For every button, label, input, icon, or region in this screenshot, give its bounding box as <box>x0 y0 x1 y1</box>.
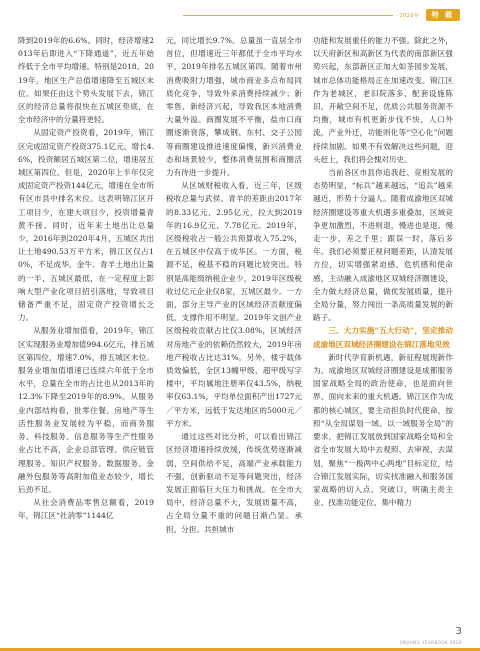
header-small-text: 2020年 <box>399 12 420 19</box>
paragraph: 降到2019年的6.6%。同时，经济增速2013年后即进入“下降通道”，近五年始终低于全市平均增速。特别是2018、2019年，地区生产总值增速降至五城区末位。如果任由这个势头发展下去，锦江区的经济总量将很快在五城区垫底，在全市经济中的分量将更轻。 <box>18 36 154 125</box>
text-column-3 <box>313 34 453 624</box>
section-heading: 三、大力实施“五大行动”，坚定推动成渝地区双城经济圈建设在锦江落地见效 <box>313 326 453 349</box>
paragraph: 从固定资产投资看，2019年，锦江区完成固定资产投资375.1亿元，增长4.6%，投资额居五城区第二位，增速居五城区第四位。但是，2020年上半年仅完成固定资产投资144亿元，增速在全市所有区市县中排名末位。这表明锦江区开工项目少，在建大项目少，投资增量青黄不接。同时，近年来土地出让总量少，2016年到2020年4月，五城区共出让土地490.53万平方米，锦江区仅占10%，不足成华、金牛、青羊土地出让量的一半，五城区最低，在一定程度上影响大型产业化项目招引落地，导致项目储备严重不足，固定资产投资增长乏力。 <box>18 128 154 323</box>
paragraph: 新时代孕育新机遇，新征程展现新作为。成渝地区双城经济圈建设是成都服务国家战略全局的政治使命，也是面向世界、面向未来的重大机遇。锦江区作为成都的核心城区，要主动担负时代使命，按照“从全局谋划一域、以一域服务全局”的要求，把锦江发展放到国家战略全局和全省全市发展大局中去观照、去审视、去谋划，聚焦“一极两中心两地”目标定位，结合锦江发展实际，切实找准融入和服务国家战略的切入点、突破口，明确主责主业、找准功能定位、集中精力 <box>313 352 453 508</box>
paragraph: 从服务业增加值看，2019年，锦江区实现服务业增加值994.6亿元，排五城区第四位，增速7.0%，排五城区末位。服务业增加值增速已连续六年低于全市水平，总量在全市的占比也从2013年的12.3%下降至2019年的8.9%。从服务业内部结构看，批零住餐、房地产等生活性服务业发展较为平稳，而商务服务、科技服务、信息服务等生产性服务业占比不高，企业总部管理、供应链管理服务、知识产权服务、数据服务、金融外包服务等高附加值业态较少，增长后劲不足。 <box>18 326 154 494</box>
running-header <box>183 8 460 22</box>
paragraph: 元，同比增长9.7%。总量虽一直居全市首位，但增速近三年都低于全市平均水平，2019年排名五城区第四。随着市州消费吸附力增强，城市商业多点布局同质化竞争，导致外来消费持续减少；新零售、新经济兴起，导致我区本地消费大量外溢。商圈发展不平衡，盐市口商圈逐渐衰落，攀成钢、东村、交子公园等商圈建设推进速度偏慢，新兴消费业态和场景较少，整体消费氛围和商圈活力有待进一步提升。 <box>166 36 302 178</box>
paragraph: 功能和发展重任的能力不强。除此之外，以天府新区和高新区为代表的南部新区强势兴起，东部新区正加大如茶园步发展，城市总体功能格局正在加速改变。锦江区作为老城区，老旧院落多、配套设施陈旧，开敞空间不足，优质公共服务资源不均衡，城市有机更新步伐不快，人口外流，产业外迁，功能则化等“空心化”问题持续加剧。如果不有效解决这些问题，迎头赶上，我们将会愧对历史。 <box>313 36 453 164</box>
paragraph: 从区域财税收入看，近三年，区级税收总量与武侯、青羊的差距由2017年的8.33亿元、2.95亿元，拉大到2019年的16.9亿元、7.78亿元。2019年，区级税收占一般公共预算收入75.2%，在五城区中仅高于成华区。一方面，税源不足，税基不稳的问题比较突出。特别是高能级纳税企业少，2019年区级税收过亿元企业仅8家，五城区最少。一方面，部分主导产业的区域经济贡献度偏低，支撑作用不明显。2019年文创产业区级税收贡献占比仅3.08%，区域经济对房地产业的依赖仍然较大，2019年房地产税收占比达31%。另外，楼宇载体质效偏低，全区13幢甲级、超甲级写字楼中，平均属地注册率仅43.5%，纳税率仅63.1%，平均单位面积产出1727元／平方米，远低于发达地区的5000元／平方米。 <box>166 181 302 428</box>
page-number: 3 <box>455 626 462 637</box>
paragraph: 从社会消费品零售总额看，2019年，锦江区“社消零”1144亿 <box>18 498 154 521</box>
header-rule <box>183 15 393 16</box>
footer-text: JINJIANG YEARBOOK 2020 <box>399 640 462 645</box>
text-column-2 <box>166 34 302 624</box>
section-label: 特 载 <box>426 9 460 21</box>
paragraph: 当前各区市县你追我赶、竞相发展的态势明显，“标兵”越来越远，“追兵”越来越近，形势十分逼人。随着成渝地区双城经济圈建设等重大机遇多重叠加，区域竞争更加激烈，不进则退，慢进也是退。慢走一步，差之千里；跟误一时，落后多年。我们必须要正视问题差距，认清发展方位，切实增强紧迫感、危机感和使命感，主动融入成渝地区双城经济圈建设，全力做大经济总量，做优发展质量，提升全局分量，努力闯出一条高质量发展的新路子。 <box>313 168 453 323</box>
paragraph: 通过这些对比分析，可以看出锦江区经济增速持续放缓，传统优势逐渐减弱，空间供给不足，高端产业承载能力不强，创新驱动不足等问题突出，经济发展正面临巨大压力和挑战。在全市大局中，经济总量不大，发展质量不高，占全局分量不重的问题日渐凸显。承担、分担、共担城市 <box>166 432 302 534</box>
text-column-1 <box>18 34 154 624</box>
